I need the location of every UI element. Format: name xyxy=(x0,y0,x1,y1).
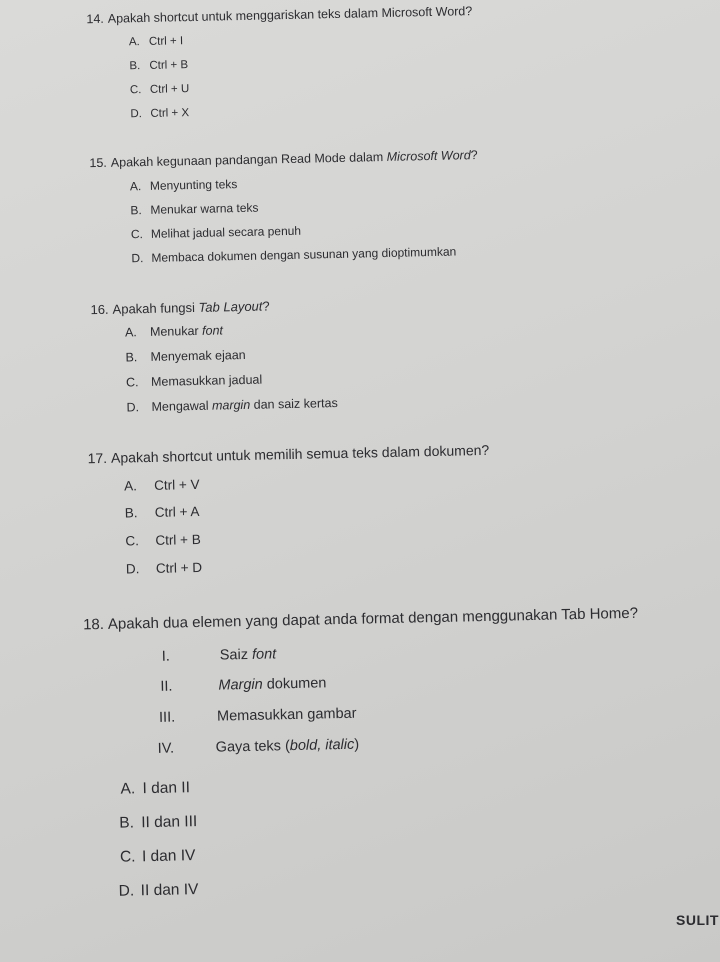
statement-text-italic: bold, italic xyxy=(289,736,355,755)
option-letter: D. xyxy=(131,251,144,266)
question-stem xyxy=(87,442,489,466)
option-d xyxy=(126,560,202,577)
option-text: Ctrl + B xyxy=(155,531,201,548)
option-d xyxy=(126,396,337,414)
option-letter: C. xyxy=(125,375,139,390)
statement-text-italic: font xyxy=(251,646,277,663)
option-text: Membaca dokumen dengan susunan yang dioptimumkan xyxy=(151,244,457,265)
option-letter: A. xyxy=(129,179,142,194)
option-c xyxy=(126,373,262,390)
option-letter: D. xyxy=(118,882,135,900)
option-text: Ctrl + U xyxy=(149,83,190,96)
question-text: Apakah shortcut untuk menggariskan teks dalam Microsoft Word? xyxy=(107,4,473,26)
statement-text: Gaya teks (bold, italic) xyxy=(215,736,360,756)
option-text: Menyemak ejaan xyxy=(150,347,246,364)
option-letter: D. xyxy=(125,561,140,577)
option-text: Menyunting teks xyxy=(149,177,238,193)
option-text: I dan II xyxy=(142,779,191,798)
question-number: 17. xyxy=(87,449,108,467)
option-d xyxy=(130,107,189,120)
option-c xyxy=(120,847,196,867)
option-text: II dan III xyxy=(141,813,198,832)
option-c xyxy=(131,224,301,242)
question-stem xyxy=(83,605,638,634)
option-c xyxy=(125,532,201,549)
question-text: Apakah kegunaan pandangan Read Mode dalam xyxy=(110,149,387,170)
option-letter: A. xyxy=(124,478,138,494)
option-letter: A. xyxy=(128,36,140,49)
question-text-italic: Tab Layout xyxy=(198,298,263,315)
option-text-italic: font xyxy=(201,323,224,338)
option-text: II dan IV xyxy=(140,881,199,900)
question-stem xyxy=(89,148,478,170)
option-letter: A. xyxy=(120,780,136,798)
question-text-end: ? xyxy=(262,298,270,314)
statement-text: Memasukkan gambar xyxy=(216,705,357,725)
option-text: Ctrl + V xyxy=(154,476,200,493)
option-letter: D. xyxy=(130,108,143,121)
question-text-end: ? xyxy=(470,148,478,163)
question-text-italic: Microsoft Word xyxy=(386,148,471,164)
question-number: 14. xyxy=(86,11,104,27)
option-text: Ctrl + D xyxy=(155,559,203,576)
option-text: Ctrl + A xyxy=(154,503,200,520)
option-letter: C. xyxy=(129,84,142,97)
option-c xyxy=(130,83,190,96)
statement-numeral: III. xyxy=(158,709,176,726)
option-text: I dan IV xyxy=(141,847,196,866)
option-a xyxy=(125,323,223,339)
option-text: Menukar font xyxy=(149,323,224,339)
statement-text: Margin dokumen xyxy=(218,675,327,694)
statement-ii xyxy=(160,675,326,694)
statement-numeral: I. xyxy=(161,648,171,665)
option-b xyxy=(119,813,197,833)
option-text: Ctrl + B xyxy=(149,59,189,72)
question-stem xyxy=(86,4,472,26)
option-text: Menukar warna teks xyxy=(150,200,259,217)
statement-text-italic: Margin xyxy=(218,676,263,694)
question-stem xyxy=(90,298,269,317)
option-letter: B. xyxy=(124,505,138,521)
option-text: Memasukkan jadual xyxy=(150,372,263,389)
option-letter: B. xyxy=(125,350,138,365)
question-number: 16. xyxy=(90,301,109,318)
option-a xyxy=(130,177,238,193)
option-b xyxy=(129,59,188,72)
option-letter: B. xyxy=(129,60,141,73)
option-a xyxy=(120,779,190,798)
option-text: Mengawal margin dan saiz kertas xyxy=(151,396,338,414)
option-text: Melihat jadual secara penuh xyxy=(150,223,302,241)
option-text: Ctrl + I xyxy=(148,35,184,48)
option-b xyxy=(125,504,200,521)
option-text-italic: margin xyxy=(211,397,251,413)
option-letter: C. xyxy=(119,848,136,866)
option-b xyxy=(125,348,245,365)
statement-numeral: IV. xyxy=(157,740,175,757)
option-b xyxy=(130,201,258,218)
option-text: Ctrl + X xyxy=(150,107,190,120)
option-d xyxy=(119,881,199,901)
option-letter: D. xyxy=(126,400,140,415)
footer-sulit: SULIT xyxy=(676,912,719,928)
statement-i xyxy=(162,646,277,664)
option-letter: C. xyxy=(125,533,140,549)
option-a xyxy=(124,477,200,494)
option-letter: B. xyxy=(119,814,135,832)
statement-iii xyxy=(159,706,357,726)
statement-text: Saiz font xyxy=(219,646,277,664)
question-number: 15. xyxy=(89,155,107,171)
statement-iv xyxy=(158,737,360,757)
option-letter: C. xyxy=(130,227,144,242)
option-letter: B. xyxy=(130,203,142,218)
option-d xyxy=(131,245,456,266)
statement-numeral: II. xyxy=(160,678,173,695)
question-text: Apakah fungsi xyxy=(112,299,199,317)
question-text: Apakah shortcut untuk memilih semua teks dalam dokumen? xyxy=(110,441,490,466)
option-a xyxy=(129,35,183,48)
option-letter: A. xyxy=(124,325,137,340)
question-number: 18. xyxy=(82,615,105,634)
question-text: Apakah dua elemen yang dapat anda format dengan menggunakan Tab Home? xyxy=(107,604,639,633)
